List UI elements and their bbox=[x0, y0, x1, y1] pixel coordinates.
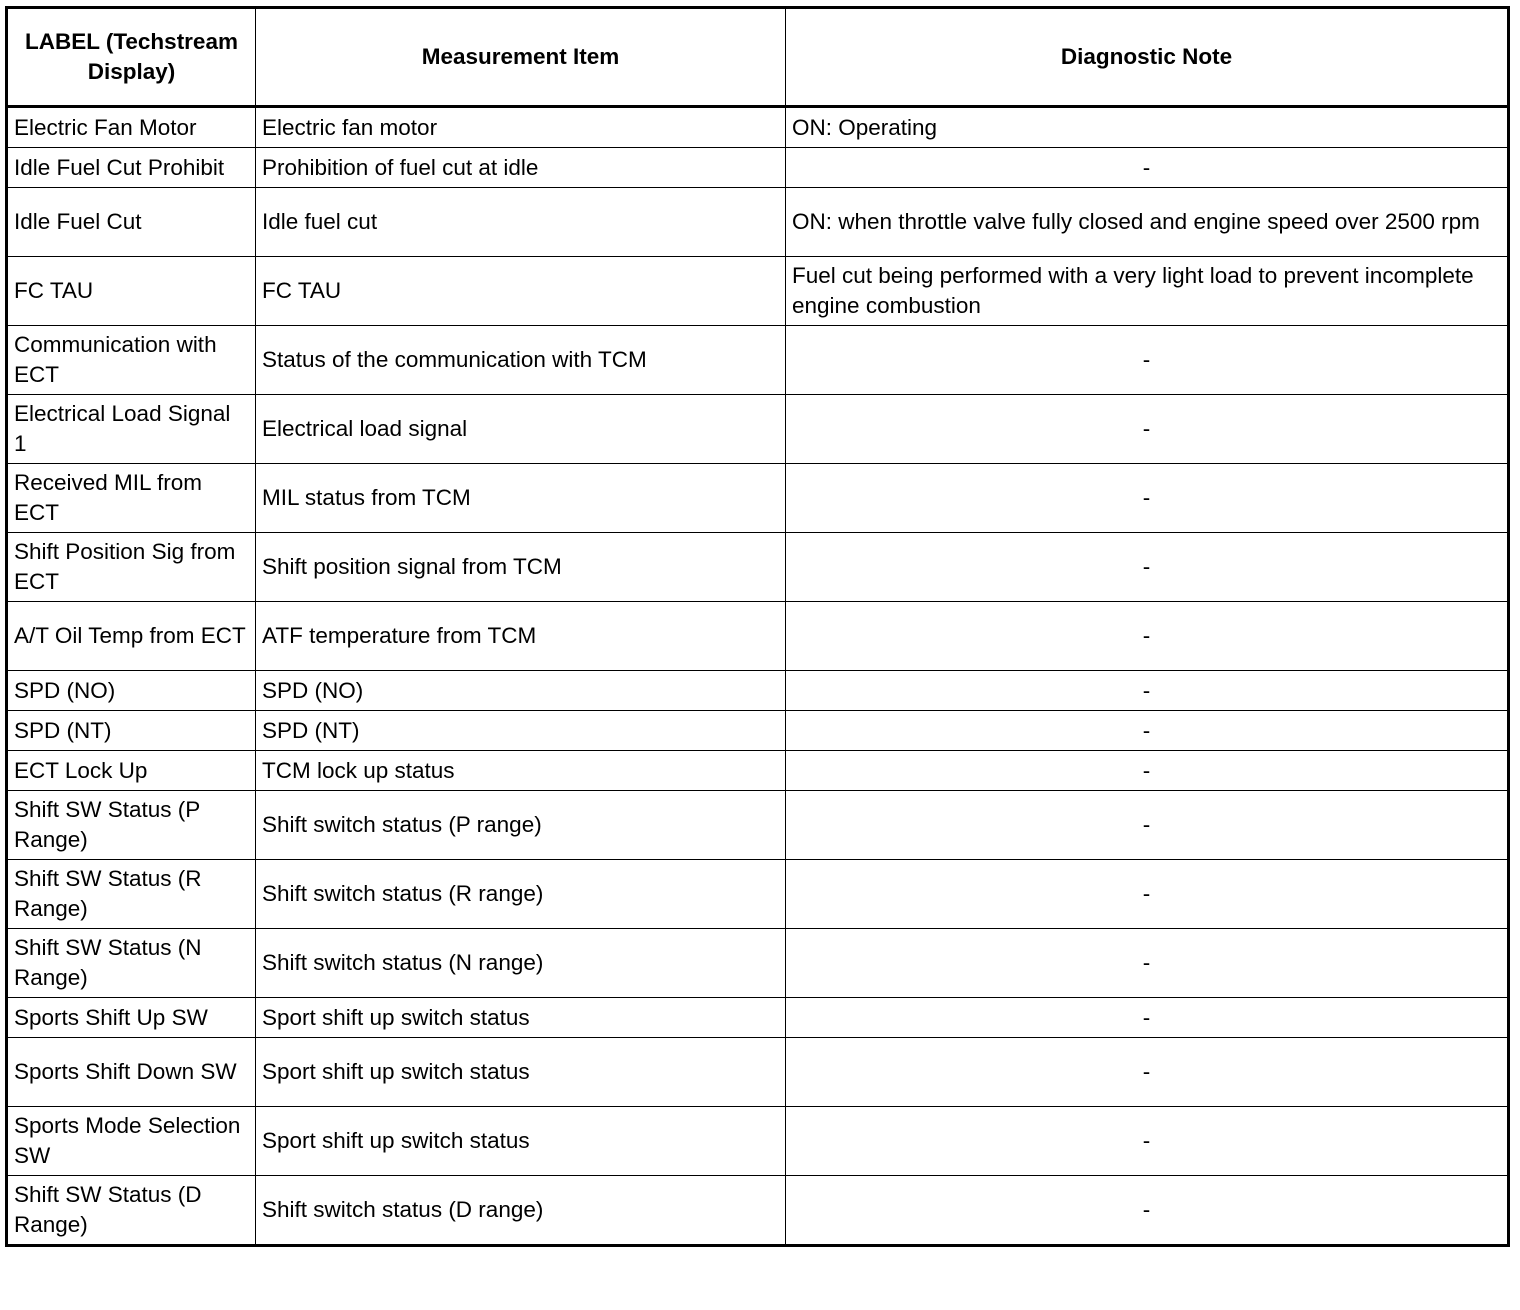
cell-diagnostic-note: - bbox=[786, 464, 1509, 533]
cell-diagnostic-note: - bbox=[786, 533, 1509, 602]
cell-measurement-item: MIL status from TCM bbox=[256, 464, 786, 533]
cell-label: Shift SW Status (R Range) bbox=[7, 860, 256, 929]
cell-diagnostic-note: - bbox=[786, 998, 1509, 1038]
cell-measurement-item: Electric fan motor bbox=[256, 107, 786, 148]
cell-diagnostic-note: - bbox=[786, 395, 1509, 464]
table-row bbox=[7, 711, 1509, 751]
table-row bbox=[7, 1038, 1509, 1107]
header-label: LABEL (Techstream Display) bbox=[7, 8, 256, 107]
cell-measurement-item: Shift switch status (R range) bbox=[256, 860, 786, 929]
header-row bbox=[7, 8, 1509, 107]
cell-diagnostic-note: - bbox=[786, 1107, 1509, 1176]
cell-label: SPD (NT) bbox=[7, 711, 256, 751]
cell-diagnostic-note: - bbox=[786, 791, 1509, 860]
table-row bbox=[7, 395, 1509, 464]
cell-label: FC TAU bbox=[7, 257, 256, 326]
cell-diagnostic-note: - bbox=[786, 860, 1509, 929]
table-row bbox=[7, 188, 1509, 257]
cell-measurement-item: FC TAU bbox=[256, 257, 786, 326]
cell-measurement-item: Shift position signal from TCM bbox=[256, 533, 786, 602]
cell-label: Electrical Load Signal 1 bbox=[7, 395, 256, 464]
table-row bbox=[7, 671, 1509, 711]
table-row bbox=[7, 1176, 1509, 1246]
cell-measurement-item: Sport shift up switch status bbox=[256, 998, 786, 1038]
cell-label: Shift SW Status (D Range) bbox=[7, 1176, 256, 1246]
cell-measurement-item: Sport shift up switch status bbox=[256, 1107, 786, 1176]
cell-label: Idle Fuel Cut bbox=[7, 188, 256, 257]
table-row bbox=[7, 860, 1509, 929]
cell-diagnostic-note: - bbox=[786, 326, 1509, 395]
cell-measurement-item: Shift switch status (D range) bbox=[256, 1176, 786, 1246]
cell-diagnostic-note: - bbox=[786, 751, 1509, 791]
cell-diagnostic-note: - bbox=[786, 1038, 1509, 1107]
cell-label: Idle Fuel Cut Prohibit bbox=[7, 148, 256, 188]
table-body bbox=[7, 107, 1509, 1246]
cell-diagnostic-note: Fuel cut being performed with a very light load to prevent incomplete engine combustion bbox=[786, 257, 1509, 326]
data-list-table bbox=[5, 6, 1510, 1247]
table-row bbox=[7, 107, 1509, 148]
table-row bbox=[7, 929, 1509, 998]
header-diagnostic-note: Diagnostic Note bbox=[786, 8, 1509, 107]
cell-measurement-item: Idle fuel cut bbox=[256, 188, 786, 257]
cell-measurement-item: Shift switch status (N range) bbox=[256, 929, 786, 998]
table-row bbox=[7, 791, 1509, 860]
cell-measurement-item: SPD (NO) bbox=[256, 671, 786, 711]
cell-measurement-item: SPD (NT) bbox=[256, 711, 786, 751]
cell-diagnostic-note: - bbox=[786, 148, 1509, 188]
cell-diagnostic-note: ON: Operating bbox=[786, 107, 1509, 148]
table-row bbox=[7, 257, 1509, 326]
cell-label: Communication with ECT bbox=[7, 326, 256, 395]
table-row bbox=[7, 602, 1509, 671]
cell-diagnostic-note: ON: when throttle valve fully closed and engine speed over 2500 rpm bbox=[786, 188, 1509, 257]
cell-diagnostic-note: - bbox=[786, 602, 1509, 671]
cell-measurement-item: Prohibition of fuel cut at idle bbox=[256, 148, 786, 188]
cell-measurement-item: Sport shift up switch status bbox=[256, 1038, 786, 1107]
cell-label: Sports Mode Selection SW bbox=[7, 1107, 256, 1176]
cell-label: A/T Oil Temp from ECT bbox=[7, 602, 256, 671]
cell-label: Shift SW Status (N Range) bbox=[7, 929, 256, 998]
cell-measurement-item: ATF temperature from TCM bbox=[256, 602, 786, 671]
table-row bbox=[7, 533, 1509, 602]
cell-measurement-item: TCM lock up status bbox=[256, 751, 786, 791]
table-row bbox=[7, 1107, 1509, 1176]
cell-diagnostic-note: - bbox=[786, 711, 1509, 751]
table-row bbox=[7, 751, 1509, 791]
cell-label: Shift Position Sig from ECT bbox=[7, 533, 256, 602]
cell-measurement-item: Electrical load signal bbox=[256, 395, 786, 464]
table-header bbox=[7, 8, 1509, 107]
cell-label: ECT Lock Up bbox=[7, 751, 256, 791]
cell-label: Sports Shift Up SW bbox=[7, 998, 256, 1038]
cell-label: Electric Fan Motor bbox=[7, 107, 256, 148]
header-measurement-item: Measurement Item bbox=[256, 8, 786, 107]
table-row bbox=[7, 148, 1509, 188]
cell-diagnostic-note: - bbox=[786, 1176, 1509, 1246]
cell-measurement-item: Shift switch status (P range) bbox=[256, 791, 786, 860]
cell-diagnostic-note: - bbox=[786, 671, 1509, 711]
cell-label: SPD (NO) bbox=[7, 671, 256, 711]
table-row bbox=[7, 998, 1509, 1038]
cell-diagnostic-note: - bbox=[786, 929, 1509, 998]
cell-label: Sports Shift Down SW bbox=[7, 1038, 256, 1107]
table-row bbox=[7, 464, 1509, 533]
cell-measurement-item: Status of the communication with TCM bbox=[256, 326, 786, 395]
table-row bbox=[7, 326, 1509, 395]
cell-label: Received MIL from ECT bbox=[7, 464, 256, 533]
cell-label: Shift SW Status (P Range) bbox=[7, 791, 256, 860]
